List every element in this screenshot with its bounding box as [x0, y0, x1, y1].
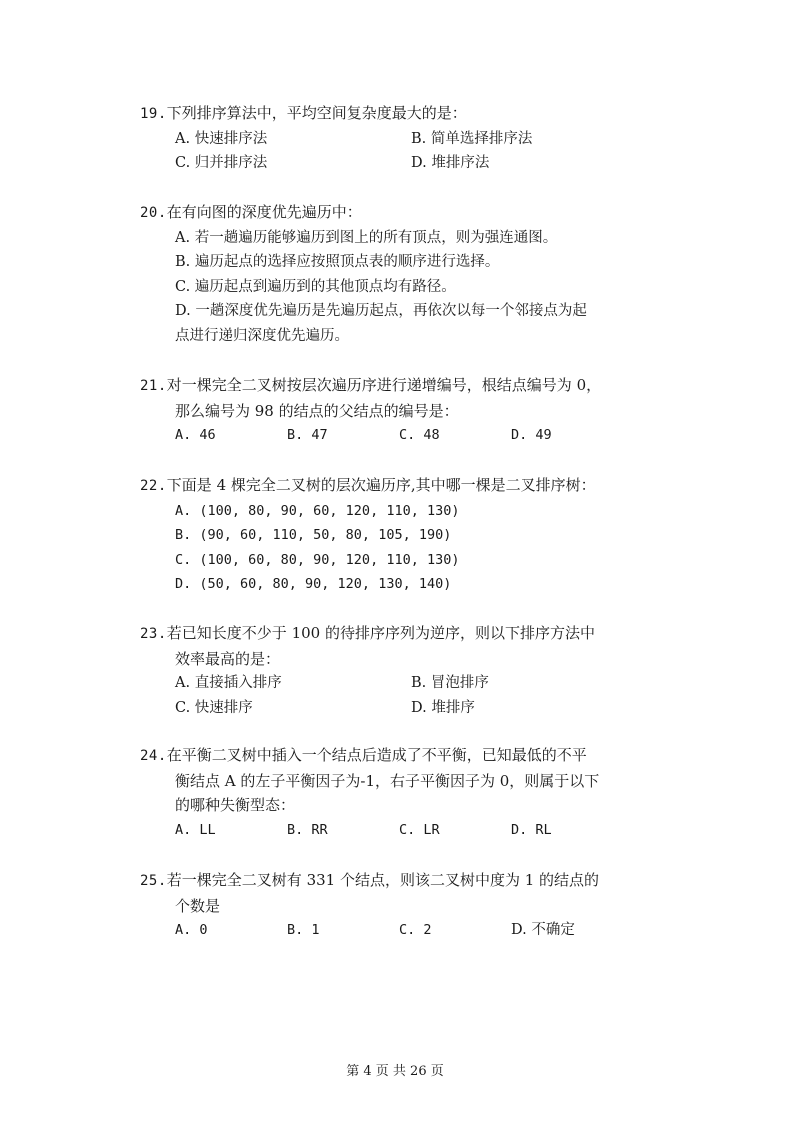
question-stem: 对一棵完全二叉树按层次遍历序进行递增编号，根结点编号为 0，: [166, 376, 602, 394]
option-row: [140, 671, 660, 696]
option-a[interactable]: A. 若一趟遍历能够遍历到图上的所有顶点，则为强连通图。: [175, 229, 558, 246]
question-number: 24.: [140, 748, 167, 764]
option-row: [140, 696, 660, 721]
option-d-continued: 点进行递归深度优先遍历。: [175, 327, 349, 344]
option-d[interactable]: D. RL: [511, 821, 552, 838]
question-number: 20.: [140, 205, 167, 221]
question-stem: 若已知长度不少于 100 的待排序序列为逆序，则以下排序方法中: [166, 624, 595, 642]
option-b[interactable]: B. 简单选择排序法: [411, 130, 533, 147]
question-number: 23.: [140, 626, 167, 642]
option-b[interactable]: B. 遍历起点的选择应按照顶点表的顺序进行选择。: [175, 254, 500, 270]
question-stem: 下列排序算法中，平均空间复杂度最大的是：: [166, 104, 467, 122]
question-number: 25.: [140, 873, 167, 889]
option-b[interactable]: B. 1: [287, 922, 320, 938]
question-stem-continued: 衡结点 A 的左子平衡因子为-1，右子平衡因子为 0，则属于以下: [175, 771, 600, 790]
option-c[interactable]: C. 48: [399, 427, 440, 443]
option-a[interactable]: A. LL: [175, 821, 216, 838]
option-c[interactable]: C. LR: [399, 821, 440, 838]
option-d[interactable]: D. 堆排序法: [411, 155, 490, 171]
question-number: 21.: [140, 378, 167, 394]
option-a[interactable]: A. 直接插入排序: [175, 675, 282, 691]
option-b[interactable]: B. 冒泡排序: [411, 675, 489, 691]
question-stem-continued: 那么编号为 98 的结点的父结点的编号是：: [175, 401, 459, 420]
option-a[interactable]: A. 快速排序法: [175, 130, 268, 147]
option-a[interactable]: A. 46: [175, 427, 216, 443]
option-row: [140, 423, 660, 448]
question-23: [140, 621, 660, 720]
option-c[interactable]: C. 2: [399, 922, 432, 938]
option-row: [140, 818, 660, 843]
option-c[interactable]: C. 遍历起点到遍历到的其他顶点均有路径。: [175, 278, 456, 295]
option-a[interactable]: A. (100, 80, 90, 60, 120, 110, 130): [175, 502, 460, 519]
option-d[interactable]: D. (50, 60, 80, 90, 120, 130, 140): [175, 576, 452, 592]
question-stem-continued: 个数是: [175, 896, 221, 915]
question-20: [140, 200, 660, 348]
option-d[interactable]: D. 不确定: [511, 922, 575, 938]
page-footer: 第 4 页 共 26 页: [346, 1064, 444, 1079]
option-d[interactable]: D. 一趟深度优先遍历是先遍历起点，再依次以每一个邻接点为起: [175, 303, 587, 319]
question-19: [140, 101, 660, 176]
question-stem: 在有向图的深度优先遍历中：: [166, 203, 362, 221]
question-number: 19.: [140, 106, 167, 122]
question-22: [140, 473, 660, 597]
question-number: 22.: [140, 478, 167, 494]
option-row: [140, 151, 660, 176]
question-25: [140, 868, 660, 943]
option-row: [140, 918, 660, 943]
question-stem-continued: 效率最高的是：: [175, 649, 281, 668]
option-c[interactable]: C. 归并排序法: [175, 155, 268, 171]
option-b[interactable]: B. RR: [287, 821, 328, 838]
option-c[interactable]: C. 快速排序: [175, 699, 253, 716]
question-stem: 若一棵完全二叉树有 331 个结点，则该二叉树中度为 1 的结点的: [166, 871, 600, 889]
question-stem: 在平衡二叉树中插入一个结点后造成了不平衡，已知最低的不平: [166, 746, 587, 764]
option-d[interactable]: D. 堆排序: [411, 699, 475, 716]
question-stem: 下面是 4 棵完全二叉树的层次遍历序,其中哪一棵是二叉排序树：: [166, 476, 596, 494]
option-d[interactable]: D. 49: [511, 427, 552, 443]
option-b[interactable]: B. 47: [287, 427, 328, 443]
question-stem-continued: 的哪种失衡型态：: [175, 796, 296, 814]
question-21: [140, 373, 660, 448]
option-c[interactable]: C. (100, 60, 80, 90, 120, 110, 130): [175, 551, 460, 568]
option-a[interactable]: A. 0: [175, 922, 208, 938]
option-row: [140, 127, 660, 152]
option-b[interactable]: B. (90, 60, 110, 50, 80, 105, 190): [175, 527, 452, 543]
question-24: [140, 743, 660, 842]
